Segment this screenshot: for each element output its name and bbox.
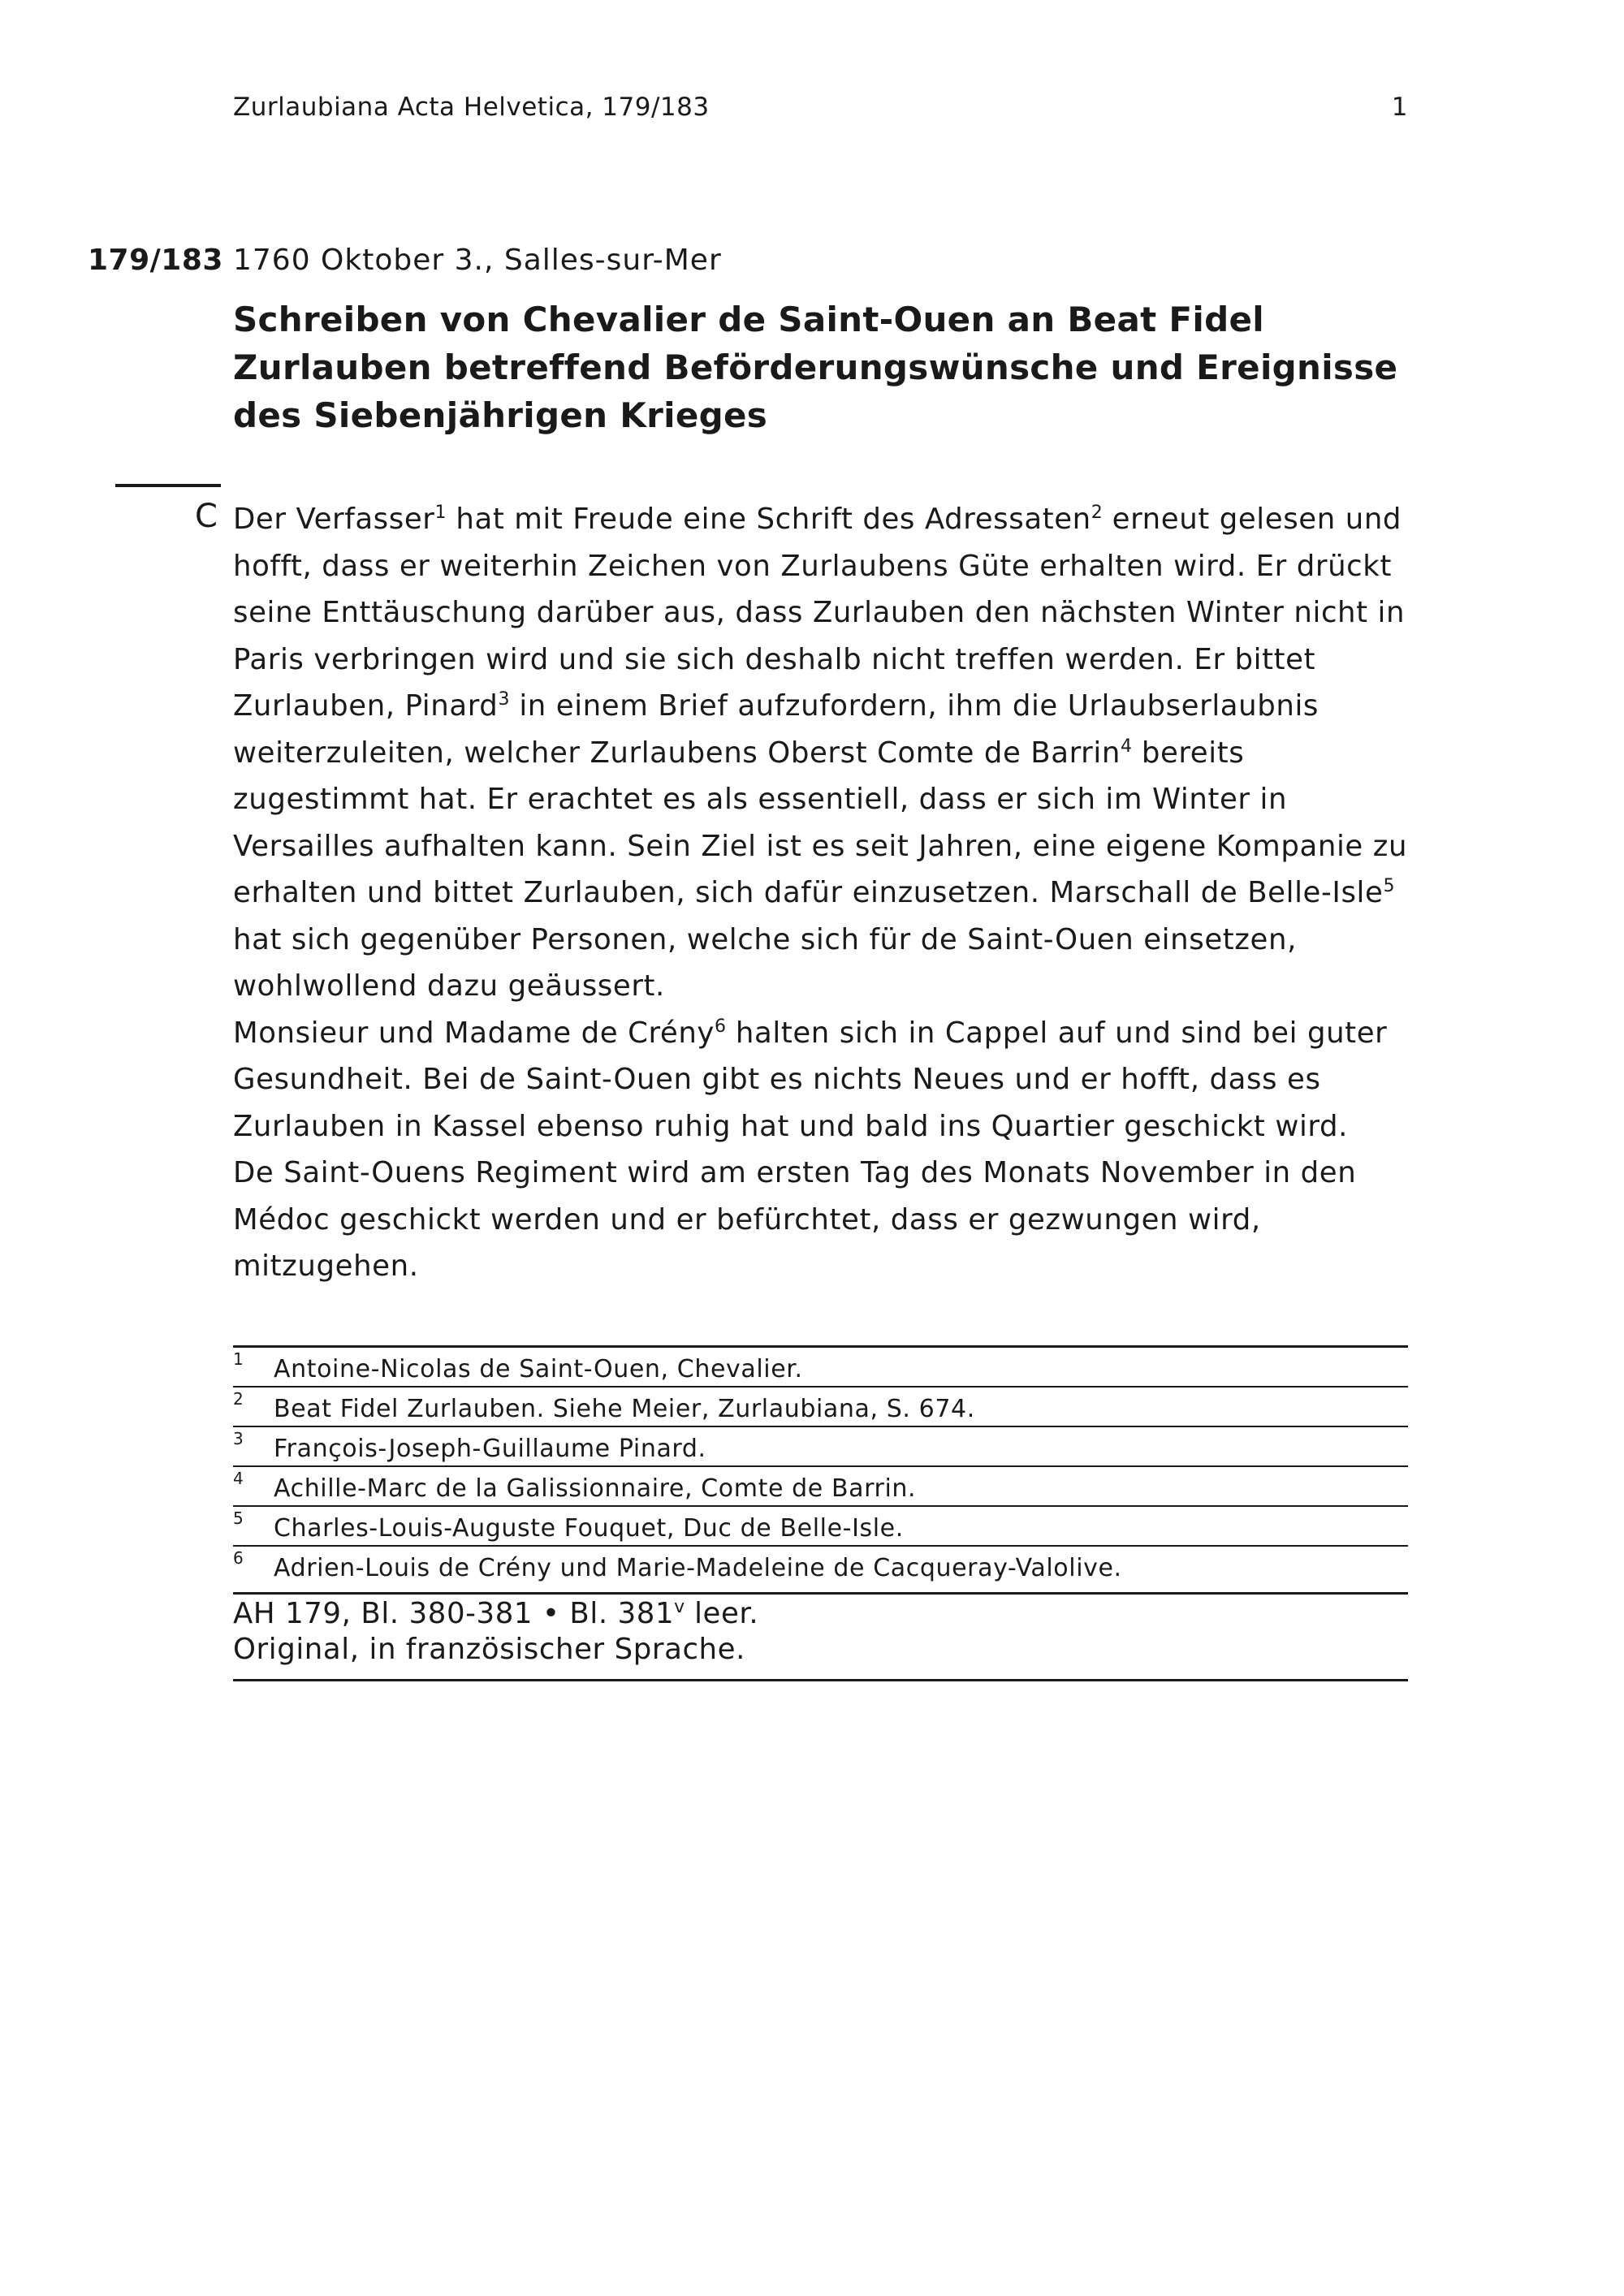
- footnote-ref-5[interactable]: 5: [1383, 876, 1395, 897]
- abstract-text: hat sich gegenüber Personen, welche sich für de Saint-Ouen einsetzen, wohlwollend dazu geäussert.: [233, 922, 1297, 1003]
- footnote-number: 1: [233, 1349, 244, 1369]
- footnote-ref-4[interactable]: 4: [1120, 736, 1132, 757]
- source-note: [233, 1596, 1408, 1668]
- footnote: [233, 1467, 1408, 1507]
- abstract-text: hat mit Freude eine Schrift des Adressaten: [446, 503, 1091, 536]
- abstract-text: Monsieur und Madame de Crény: [233, 1016, 715, 1050]
- footnote: [233, 1427, 1408, 1467]
- footnote-text: Adrien-Louis de Crény und Marie-Madeleine de Cacqueray-Valolive.: [274, 1554, 1122, 1582]
- abstract-paragraph-3: De Saint-Ouens Regiment wird am ersten Tag des Monats November in den Médoc geschickt werden und er befürchtet, dass er gezwungen wird, mitzugehen.: [233, 1156, 1357, 1283]
- verso-mark: v: [674, 1597, 685, 1618]
- abstract-text: bereits zugestimmt hat. Er erachtet es als essentiell, dass er sich im Winter in Versailles aufhalten kann. Sein Ziel ist es seit Jahren, eine eigene Kompanie zu erhalten und bittet Zurlauben, sich dafür einzusetzen. Marschall de Belle-Isle: [233, 736, 1408, 909]
- footnote-number: 2: [233, 1389, 244, 1409]
- abstract-text: erneut gelesen und hofft, dass er weiterhin Zeichen von Zurlaubens Güte erhalten wird. Er drückt seine Enttäuschung darüber aus, dass Zurlauben den nächsten Winter nicht in Paris verbringen wird und sie sich deshalb nicht treffen werden. Er bittet Zurlauben, Pinard: [233, 503, 1406, 723]
- abstract-paragraph-2: [233, 1010, 1410, 1150]
- abstract-paragraph-1: [233, 496, 1410, 1010]
- source-text: AH 179, Bl. 380-381 • Bl. 381: [233, 1597, 675, 1630]
- source-bottom-rule: [233, 1679, 1408, 1681]
- footnote-number: 3: [233, 1429, 244, 1448]
- running-header-title: Zurlaubiana Acta Helvetica, 179/183: [233, 93, 710, 122]
- abstract: [233, 496, 1410, 1290]
- footnote-text: Beat Fidel Zurlauben. Siehe Meier, Zurlaubiana, S. 674.: [274, 1395, 975, 1423]
- document-title: Schreiben von Chevalier de Saint-Ouen an Beat Fidel Zurlauben betreffend Beförderungswünsche und Ereignisse des Siebenjährigen Krieges: [233, 300, 1398, 435]
- margin-rule: [115, 484, 221, 487]
- footnote-text: Antoine-Nicolas de Saint-Ouen, Chevalier.: [274, 1355, 803, 1383]
- footnote-ref-2[interactable]: 2: [1091, 503, 1103, 524]
- footnote-number: 4: [233, 1469, 244, 1488]
- footnote-ref-1[interactable]: 1: [434, 503, 447, 524]
- document-number: 179/183: [88, 244, 223, 277]
- footnote-text: François-Joseph-Guillaume Pinard.: [274, 1435, 706, 1463]
- source-text: leer.: [685, 1597, 759, 1630]
- abstract-text: halten sich in Cappel auf und sind bei guter Gesundheit. Bei de Saint-Ouen gibt es nichts Neues und er hofft, dass es Zurlauben in Kassel ebenso ruhig hat und bald ins Quartier geschickt wird.: [233, 1016, 1388, 1143]
- margin-letter: C: [195, 498, 218, 535]
- abstract-text: in einem Brief aufzufordern, ihm die Urlaubserlaubnis weiterzuleiten, welcher Zurlaubens Oberst Comte de Barrin: [233, 689, 1320, 770]
- footnote-ref-3[interactable]: 3: [498, 689, 510, 710]
- footnote-number: 5: [233, 1508, 244, 1528]
- abstract-text: Der Verfasser: [233, 503, 435, 536]
- footnote: [233, 1388, 1408, 1427]
- source-line-2: Original, in französischer Sprache.: [233, 1633, 745, 1666]
- page-number: 1: [1391, 93, 1408, 122]
- footnote-text: Achille-Marc de la Galissionnaire, Comte de Barrin.: [274, 1474, 917, 1503]
- footnote-text: Charles-Louis-Auguste Fouquet, Duc de Belle-Isle.: [274, 1514, 904, 1543]
- source-line-1: [233, 1596, 1408, 1632]
- footnote: [233, 1547, 1408, 1595]
- footnote-number: 6: [233, 1548, 244, 1568]
- footnote-ref-6[interactable]: 6: [715, 1016, 727, 1037]
- running-header: [233, 93, 1408, 133]
- footnote: [233, 1507, 1408, 1547]
- document-date-place: 1760 Oktober 3., Salles-sur-Mer: [233, 244, 722, 277]
- footnotes: [233, 1345, 1408, 1595]
- footnote: [233, 1348, 1408, 1388]
